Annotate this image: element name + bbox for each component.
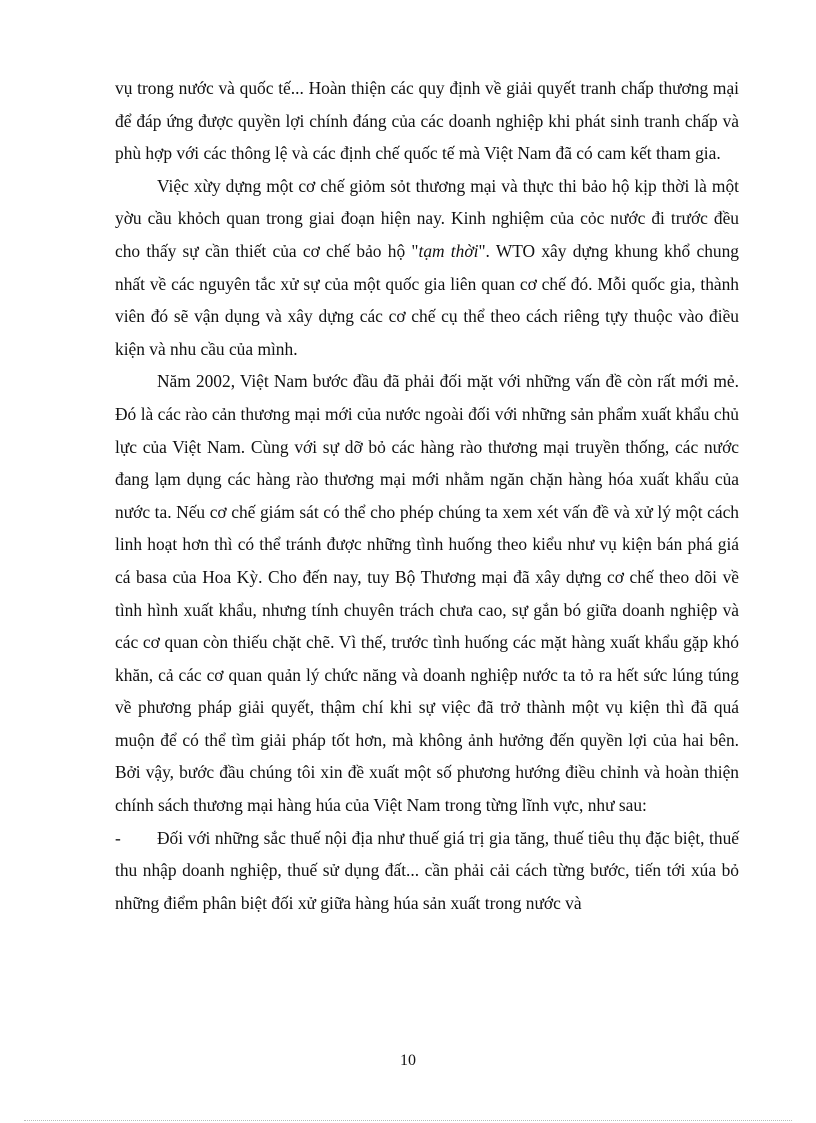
document-body <box>115 72 739 919</box>
paragraph-3: Năm 2002, Việt Nam bước đầu đã phải đối mặt với những vấn đề còn rất mới mẻ. Đó là các rào cản thương mại mới của nước ngoài đối với những sản phẩm xuất khẩu chủ lực của Việt Nam. Cùng với sự dỡ bỏ các hàng rào thương mại truyền thống, các nước đang lạm dụng các hàng rào thương mại mới nhằm ngăn chặn hàng hóa xuất khẩu của nước ta. Nếu cơ chế giám sát có thể cho phép chúng ta xem xét vấn đề và xử lý một cách linh hoạt hơn thì có thể tránh được những tình huống theo kiểu như vụ kiện bán phá giá cá basa của Hoa Kỳ. Cho đến nay, tuy Bộ Thương mại đã xây dựng cơ chế theo dõi về tình hình xuất khẩu, nhưng tính chuyên trách chưa cao, sự gắn bó giữa doanh nghiệp và các cơ quan còn thiếu chặt chẽ. Vì thế, trước tình huống các mặt hàng xuất khẩu gặp khó khăn, cả các cơ quan quản lý chức năng và doanh nghiệp nước ta tỏ ra hết sức lúng túng về phương pháp giải quyết, thậm chí khi sự việc đã trở thành một vụ kiện thì đã quá muộn để có thể tìm giải pháp tốt hơn, mà không ảnh hưởng đến quyền lợi của hai bên. Bởi vậy, bước đầu chúng tôi xin đề xuất một số phương hướng điều chỉnh và hoàn thiện chính sách thương mại hàng húa của Việt Nam trong từng lĩnh vực, như sau: <box>115 371 739 816</box>
page-bottom-divider <box>24 1120 792 1121</box>
paragraph-1: vụ trong nước và quốc tế... Hoàn thiện các quy định về giải quyết tranh chấp thương mại để đáp ứng được quyền lợi chính đáng của các doanh nghiệp khi phát sinh tranh chấp và phù hợp với các thông lệ và các định chế quốc tế mà Việt Nam đã có cam kết tham gia. <box>115 78 739 164</box>
page-number: 10 <box>400 1052 416 1069</box>
bullet-mark: - <box>115 827 121 848</box>
italic-phrase: tạm thời <box>418 240 479 261</box>
paragraph-2-text-start: Việc xừy dựng một cơ chế giỏm sỏt thương mại và thực thi bảo hộ kịp thời là một yờu cầu khỏch quan trong giai đoạn hiện nay. Kinh nghiệm của cỏc nước đi trước đều cho thấy sự cần thiết của cơ chế bảo hộ " <box>115 175 739 261</box>
paragraph-2-text-end: ". WTO xây dựng khung khổ chung nhất về các nguyên tắc xử sự của một quốc gia liên quan cơ chế đó. Mỗi quốc gia, thành viên đó sẽ vận dụng và xây dựng các cơ chế cụ thể theo cách riêng tựy thuộc vào điều kiện và nhu cầu của mình. <box>115 240 739 359</box>
bullet-text: Đối với những sắc thuế nội địa như thuế giá trị gia tăng, thuế tiêu thụ đặc biệt, thuế thu nhập doanh nghiệp, thuế sử dụng đất... cần phải cải cách từng bước, tiến tới xúa bỏ những điểm phân biệt đối xử giữa hàng húa sản xuất trong nước và <box>115 827 739 913</box>
bullet-item <box>115 822 739 920</box>
paragraph-2 <box>115 170 739 366</box>
